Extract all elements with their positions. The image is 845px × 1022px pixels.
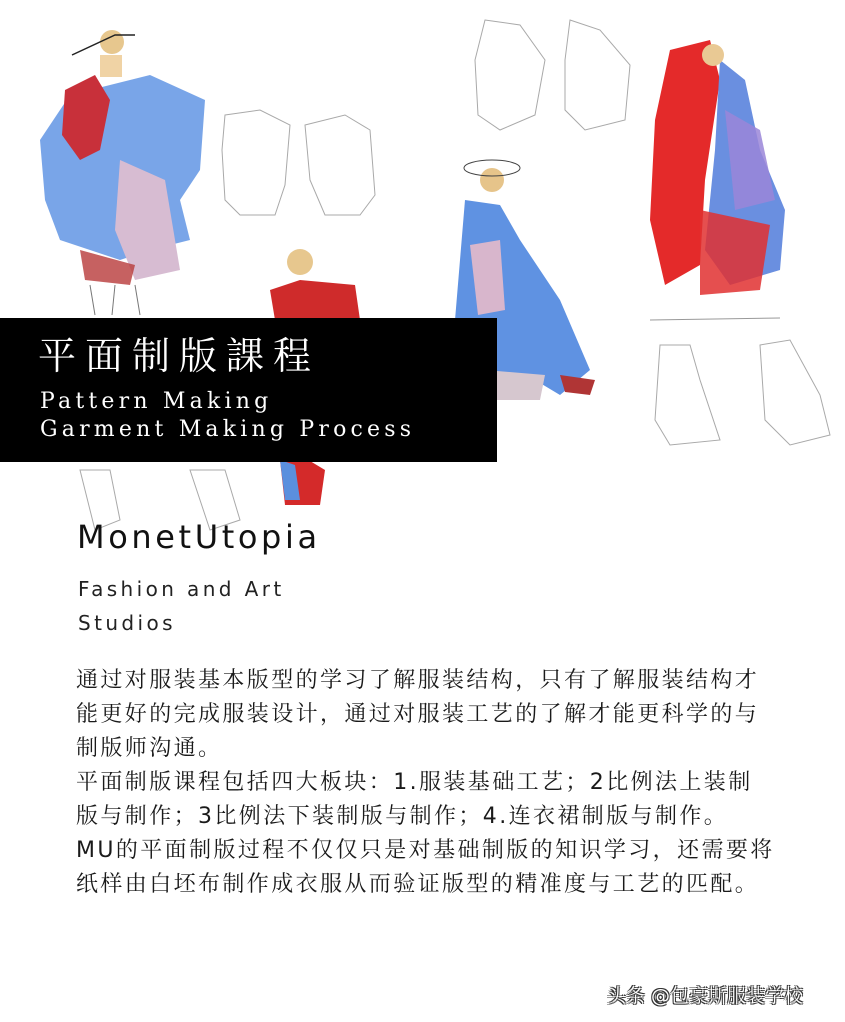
description-paragraph: MU的平面制版过程不仅仅只是对基础制版的知识学习，还需要将纸样由白坯布制作成衣服从而验证版型的精准度与工艺的匹配。	[76, 838, 775, 897]
source-watermark: 头条 @包豪斯服装学校	[607, 985, 804, 1007]
course-title-cn: 平面制版課程	[38, 334, 321, 378]
brand-tagline-line1: Fashion and Art	[78, 577, 285, 601]
course-subtitle-line2: Garment Making Process	[40, 417, 416, 442]
brand-tagline	[78, 572, 285, 640]
course-subtitle-line1: Pattern Making	[40, 389, 273, 414]
description-paragraph: 通过对服装基本版型的学习了解服装结构，只有了解服装结构才能更好的完成服装设计，通过对服装工艺的了解才能更科学的与制版师沟通。	[76, 668, 760, 761]
figure-left	[40, 30, 205, 315]
course-subtitle	[40, 388, 415, 444]
description-paragraph: 平面制版课程包括四大板块：1.服装基础工艺；2比例法上装制版与制作；3比例法下装制版与制作；4.连衣裙制版与制作。	[76, 770, 753, 829]
figure-right	[650, 40, 785, 320]
brand-tagline-line2: Studios	[78, 611, 176, 635]
course-description	[76, 664, 776, 902]
brand-name: MonetUtopia	[77, 518, 321, 556]
course-title-banner	[0, 318, 497, 462]
